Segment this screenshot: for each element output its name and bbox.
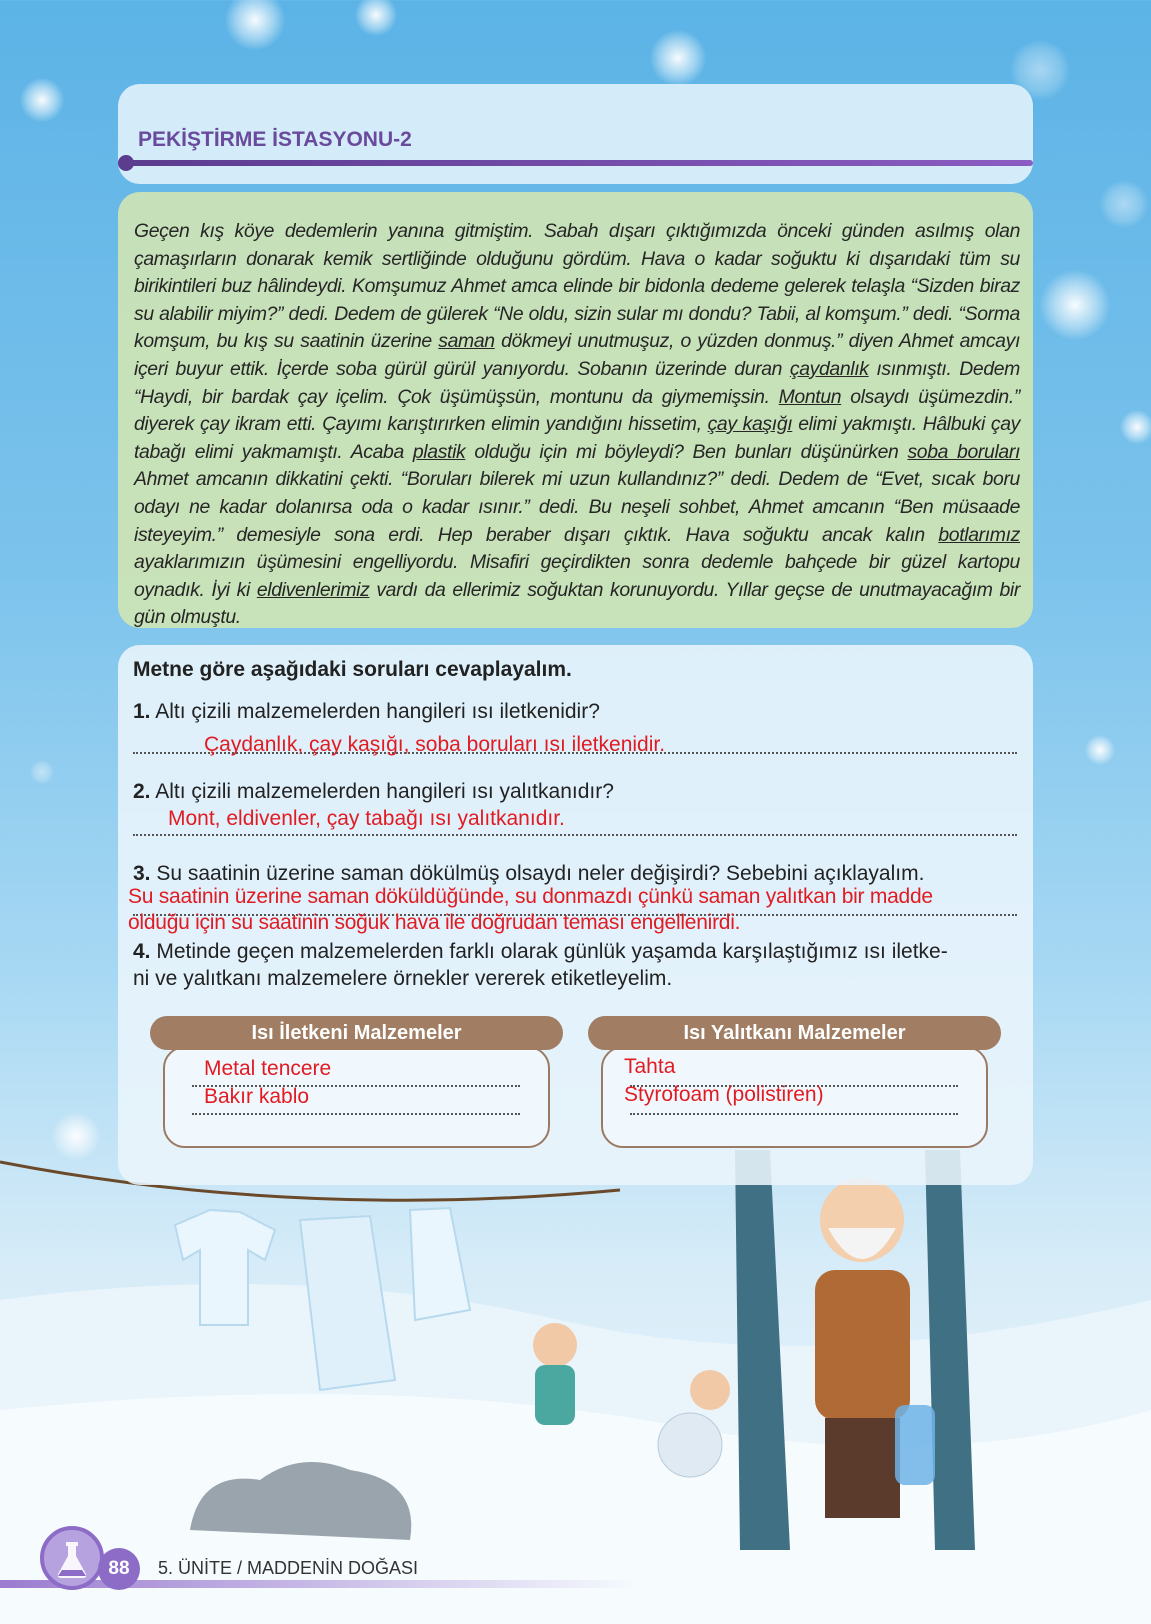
underlined-material: çay kaşığı	[707, 413, 793, 436]
answer-3-line-1: Su saatinin üzerine saman döküldüğünde, su donmazdı çünkü saman yalıtkan bir madde	[128, 885, 933, 908]
answer-line	[630, 1113, 958, 1115]
question-4-continued: ni ve yalıtkanı malzemelere örnekler vererek etiketleyelim.	[133, 967, 673, 990]
child2-head	[690, 1370, 730, 1410]
answer-2: Mont, eldivenler, çay tabağı ısı yalıtkanıdır.	[168, 807, 565, 830]
question-4	[133, 940, 948, 964]
insulators-label: Isı Yalıtkanı Malzemeler	[588, 1016, 1001, 1050]
insulator-item: Styrofoam (polistiren)	[624, 1083, 824, 1106]
answer-line	[133, 834, 1017, 836]
snowflake	[20, 78, 64, 122]
child-body	[535, 1365, 575, 1425]
grandpa-coat	[815, 1270, 910, 1420]
snowflake	[30, 760, 54, 784]
underlined-material: botlarımız	[938, 523, 1020, 546]
story-segment: elimi yakmıştı. Hâlbuki çay tabağı elimi yakmamıştı. Acaba	[134, 413, 1020, 463]
unit-title: 5. ÜNİTE / MADDENİN DOĞASI	[158, 1558, 419, 1578]
winter-scene-illustration	[0, 1150, 1151, 1624]
grandpa-legs	[825, 1418, 900, 1518]
story-text	[134, 218, 1020, 632]
story-segment: vardı da ellerimiz soğuktan korunuyordu. Yıllar geçse de unutmayacağım bir gün olmuştu.	[134, 578, 1020, 629]
conductor-item: Metal tencere	[204, 1057, 332, 1080]
title-bullet	[118, 155, 134, 171]
insulator-item: Tahta	[624, 1055, 676, 1078]
tank-top	[410, 1208, 470, 1320]
snowflake	[650, 30, 706, 86]
title-underline	[126, 160, 1033, 166]
page-title: PEKİŞTİRME İSTASYONU-2	[138, 128, 412, 151]
flask-icon	[40, 1526, 104, 1590]
snowflake	[1085, 735, 1115, 765]
child-head	[533, 1323, 577, 1367]
story-segment: ısınmıştı. Dedem “Haydi, bir bardak çay içelim. Çok üşümüşsün, montunu da giymemişsin.	[134, 357, 1020, 408]
snowflake	[1100, 180, 1148, 228]
question-text: Altı çizili malzemelerden hangileri ısı iletkenidir?	[155, 700, 600, 723]
question-3	[133, 862, 924, 886]
page-number: 88	[98, 1548, 140, 1590]
questions-heading: Metne göre aşağıdaki soruları cevaplayalım.	[133, 658, 572, 681]
question-number: 4.	[133, 940, 151, 963]
question-1	[133, 700, 600, 724]
underlined-material: soba boruları	[907, 440, 1020, 463]
question-text: Metinde geçen malzemelerden farklı olarak günlük yaşamda karşılaştığımız ısı iletke-	[156, 940, 948, 963]
snowball	[658, 1413, 722, 1477]
story-segment: dökmeyi unutmuşuz, o yüzden donmuş.” diyen Ahmet amcayı içeri buyur ettik. İçerde soba gürül gürül yanıyordu. Sobanın üzerinde duran	[134, 330, 1021, 380]
conductor-item: Bakır kablo	[204, 1085, 310, 1108]
water-jug	[895, 1405, 935, 1485]
question-2	[133, 780, 614, 804]
underlined-material: plastik	[412, 440, 466, 463]
question-text: Su saatinin üzerine saman dökülmüş olsaydı neler değişirdi? Sebebini açıklayalım.	[156, 862, 925, 885]
question-number: 3.	[133, 862, 151, 885]
story-segment: ayaklarımızın üşümesini engelliyordu. Misafiri geçirdikten sonra dedemle bahçede bir güzel kartopu oynadık. İyi ki	[134, 551, 1020, 601]
underlined-material: eldivenlerimiz	[256, 578, 370, 601]
snowflake	[1120, 410, 1151, 444]
snowflake	[225, 0, 285, 50]
question-text: Altı çizili malzemelerden hangileri ısı yalıtkanıdır?	[155, 780, 614, 803]
story-segment: Geçen kış köye dedemlerin yanına gitmiştim. Sabah dışarı çıktığımızda önceki günden asılmış olan çamaşırların donarak kemik sertliğinde olduğunu gördüm. Hava o kadar soğuktu ki dışarıdaki tüm su birikintileri buz hâlindeydi. Komşumuz Ahmet amca elinde bir bidonla dedeme gelerek telaşla “Sizden biraz su alabilir miyim?” dedi. Dedem de gülerek “Ne oldu, sizin sular mı dondu? Tabii, al komşum.” dedi. “Sorma komşum, bu kış su saatinin üzerine	[134, 220, 1020, 353]
story-segment: Ahmet amcanın dikkatini çekti. “Boruları bilerek mi uzun kullandınız?” dedi. Dedem de “Evet, sıcak boru odayı ne kadar dolanırsa oda o kadar ısınır.” dedi. Bu neşeli sohbet, Ahmet amcanın “Ben müsaade isteyeyim.” demesiyle sona erdi. Hep beraber dışarı çıktık. Hava soğuktu ancak kalın	[134, 468, 1020, 546]
question-number: 1.	[133, 700, 151, 723]
conductors-label: Isı İletkeni Malzemeler	[150, 1016, 563, 1050]
underlined-material: çaydanlık	[789, 357, 869, 380]
underlined-material: saman	[438, 330, 495, 353]
snowflake	[355, 0, 397, 36]
snowflake	[1040, 270, 1110, 340]
answer-1: Çaydanlık, çay kaşığı, soba boruları ısı iletkenidir.	[204, 733, 666, 756]
answer-line	[192, 1113, 520, 1115]
underlined-material: Montun	[778, 385, 842, 408]
story-segment: olduğu için mi böyleydi? Ben bunları düşünürken	[465, 440, 908, 463]
answer-3-line-2: olduğu için su saatinin soğuk hava ile doğrudan teması engellenirdi.	[128, 911, 741, 934]
question-number: 2.	[133, 780, 151, 803]
story-segment: olsaydı üşümezdin.” diyerek çay ikram etti. Çayımı karıştırırken elimin yandığını hissetim,	[134, 385, 1020, 436]
